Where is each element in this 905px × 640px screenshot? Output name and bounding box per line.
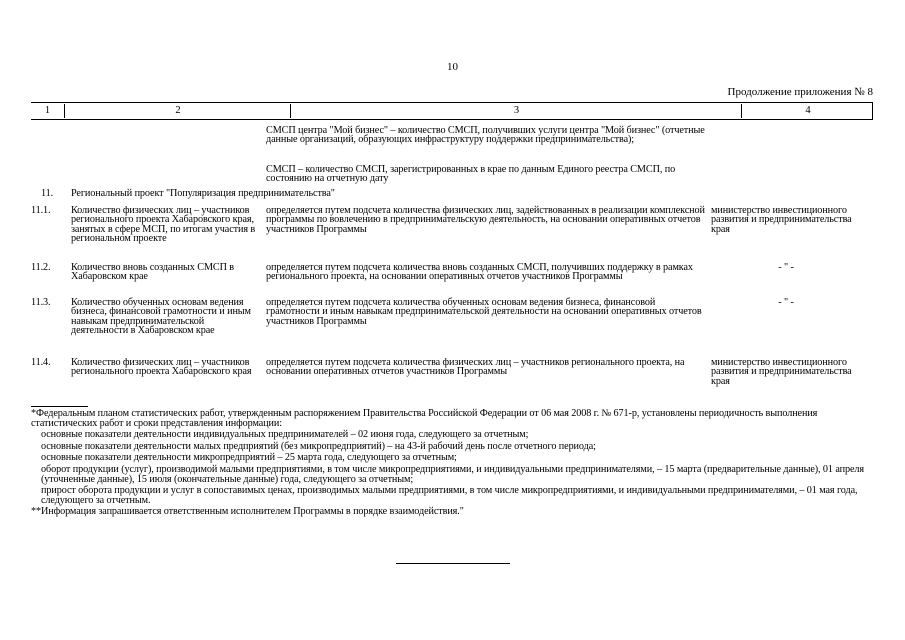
row-11-4-number: 11.4.	[31, 357, 51, 368]
row-11-3-responsible: - " -	[778, 297, 794, 308]
footnote-item-4: оборот продукции (услуг), производимой малыми предприятиями, в том числе микропредприятиями, и индивидуальными предпринимателями, – 15 марта (предварительные данные), 01 апреля (уточненные данные), 15 июля (окончательные данные) года, следующего за отчетным;	[41, 463, 864, 485]
header-col-2: 2	[64, 104, 291, 118]
section-number: 11.	[41, 188, 54, 199]
row-11-1-number: 11.1.	[31, 205, 51, 216]
row-11-1-method: определяется путем подсчета количества физических лиц, задействованных в реализации комплексной программы по вовлечению в предпринимательскую деятельность, на основании оперативных отчетов участников Программы	[266, 205, 705, 235]
footnote-1: *Федеральным планом статистических работ, утвержденным распоряжением Правительства Российской Федерации от 06 мая 2008 г. № 671-р, установлены периодичность выполнения статистических работ и сроки представления информации:	[31, 408, 818, 429]
row-11-1-responsible: министерство инвестиционного развития и предпринимательства края	[711, 205, 852, 235]
row-11-2-method: определяется путем подсчета количества вновь созданных СМСП, получивших поддержку в рамках регионального проекта, на основании оперативных отчетов участников Программы	[266, 262, 693, 283]
intro-paragraph-1: СМСП центра "Мой бизнес" – количество СМСП, получивших услуги центра "Мой бизнес" (отчетные данные организаций, образующих инфраструктуру поддержки предпринимательства);	[266, 125, 705, 146]
end-rule	[396, 563, 510, 564]
table-header	[31, 102, 873, 120]
footnotes	[31, 406, 876, 517]
section-title: Региональный проект "Популяризация предпринимательства"	[71, 188, 335, 199]
row-11-2-indicator: Количество вновь созданных СМСП в Хабаровском крае	[71, 262, 235, 283]
header-col-3: 3	[290, 104, 742, 118]
row-11-4-responsible: министерство инвестиционного развития и предпринимательства края	[711, 357, 852, 387]
row-11-3-number: 11.3.	[31, 297, 51, 308]
row-11-2-number: 11.2.	[31, 262, 51, 273]
footnote-item-5: прирост оборота продукции и услуг в сопоставимых ценах, производимых малыми предприятиями, в том числе микропредприятиями, и индивидуальными предпринимателями, – 01 мая года, следующего за отчетным.	[41, 485, 858, 506]
footnote-item-1: основные показатели деятельности индивидуальных предпринимателей – 02 июня года, следующего за отчетным;	[41, 429, 529, 441]
row-11-2-responsible: - " -	[778, 262, 794, 273]
header-col-1: 1	[44, 105, 51, 116]
footnote-item-2: основные показатели деятельности малых предприятий (без микропредприятий) – на 43-й рабочий день после отчетного периода;	[41, 440, 596, 452]
row-11-1-indicator: Количество физических лиц – участников регионального проекта Хабаровского края, занятых в сфере МСП, по итогам участия в региональном проекте	[71, 205, 256, 245]
footnote-separator	[31, 406, 88, 407]
indicator-table	[31, 102, 873, 387]
row-11-3-indicator: Количество обученных основам ведения бизнеса, финансовой грамотности и иным навыкам предпринимательской деятельности в Хабаровском крае	[71, 297, 251, 337]
intro-paragraph-2: СМСП – количество СМСП, зарегистрированных в крае по данным Единого реестра СМСП, по состоянию на отчетную дату	[266, 164, 676, 185]
page-number: 10	[447, 61, 458, 73]
row-11-4-method: определяется путем подсчета количества физических лиц – участников регионального проекта, на основании оперативных отчетов участников Программы	[266, 357, 685, 378]
row-11-3-method: определяется путем подсчета количества обученных основам ведения бизнеса, финансовой грамотности и иным навыкам предпринимательской деятельности на основании оперативных отчетов участников Программы	[266, 297, 702, 327]
footnote-item-3: основные показатели деятельности микропредприятий – 25 марта года, следующего за отчетным;	[41, 452, 457, 464]
header-col-4: 4	[741, 104, 874, 118]
annex-title: Продолжение приложения № 8	[727, 86, 873, 98]
row-11-4-indicator: Количество физических лиц – участников регионального проекта Хабаровского края	[71, 357, 252, 378]
footnote-2: **Информация запрашивается ответственным исполнителем Программы в порядке взаимодействия."	[31, 506, 464, 518]
